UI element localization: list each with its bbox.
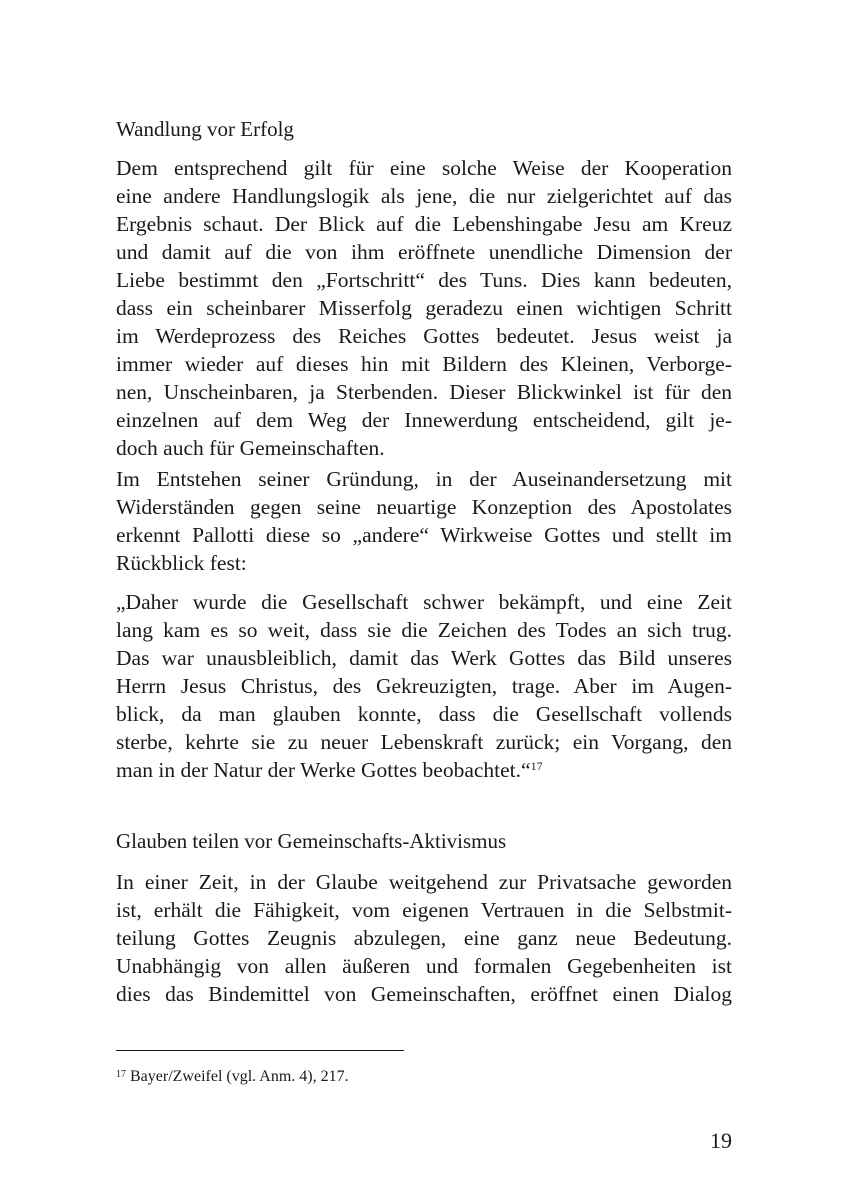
text-line: doch auch für Gemeinschaften. (116, 436, 385, 460)
text-line: Das war unausbleiblich, damit das Werk Gottes das Bild unseres (116, 646, 732, 670)
text-line: und damit auf die von ihm eröffnete unendliche Dimension der (116, 240, 732, 264)
page-number: 19 (710, 1128, 732, 1153)
text-line: ist, erhält die Fähigkeit, vom eigenen Vertrauen in die Selbstmit- (116, 898, 732, 922)
text-line: dass ein scheinbarer Misserfolg geradezu einen wichtigen Schritt (116, 296, 732, 320)
text-line: nen, Unscheinbaren, ja Sterbenden. Dieser Blickwinkel ist für den (116, 380, 732, 404)
text-line: immer wieder auf dieses hin mit Bildern des Kleinen, Verborge- (116, 352, 732, 376)
text-line: Rückblick fest: (116, 551, 247, 575)
footnote-reference[interactable]: 17 (530, 759, 543, 773)
footnote-divider (116, 1050, 404, 1051)
text-line: In einer Zeit, in der Glaube weitgehend zur Privatsache geworden (116, 870, 732, 894)
text-line: „Daher wurde die Gesellschaft schwer bekämpft, und eine Zeit (116, 590, 732, 614)
text-line: Ergebnis schaut. Der Blick auf die Lebenshingabe Jesu am Kreuz (116, 212, 732, 236)
text-line: sterbe, kehrte sie zu neuer Lebenskraft zurück; ein Vorgang, den (116, 730, 732, 754)
text-line: im Werdeprozess des Reiches Gottes bedeutet. Jesus weist ja (116, 324, 732, 348)
text-line: dies das Bindemittel von Gemeinschaften, eröffnet einen Dialog (116, 982, 732, 1006)
text-line: Unabhängig von allen äußeren und formalen Gegebenheiten ist (116, 954, 732, 978)
text-line: einzelnen auf dem Weg der Innewerdung entscheidend, gilt je- (116, 408, 732, 432)
quote-last-line-text: man in der Natur der Werke Gottes beobachtet.“ (116, 758, 531, 782)
text-line: lang kam es so weit, dass sie die Zeichen des Todes an sich trug. (116, 618, 732, 642)
footnote-number: 17 (116, 1069, 126, 1080)
quotation-paragraph (116, 588, 732, 784)
text-line: teilung Gottes Zeugnis abzulegen, eine ganz neue Bedeutung. (116, 926, 732, 950)
text-line (116, 756, 732, 784)
text-line: erkennt Pallotti diese so „andere“ Wirkweise Gottes und stellt im (116, 523, 732, 547)
text-line: blick, da man glauben konnte, dass die Gesellschaft vollends (116, 702, 732, 726)
footnote (116, 1066, 349, 1088)
text-line: Widerständen gegen seine neuartige Konzeption des Apostolates (116, 495, 732, 519)
footnote-text: Bayer/Zweifel (vgl. Anm. 4), 217. (130, 1068, 349, 1085)
text-line: Herrn Jesus Christus, des Gekreuzigten, trage. Aber im Augen- (116, 674, 732, 698)
paragraph (116, 154, 732, 462)
paragraph (116, 868, 732, 1008)
text-line: Dem entsprechend gilt für eine solche Weise der Kooperation (116, 156, 732, 180)
section-heading-glauben-teilen: Glauben teilen vor Gemeinschafts-Aktivismus (116, 829, 507, 853)
text-line: eine andere Handlungslogik als jene, die nur zielgerichtet auf das (116, 184, 732, 208)
text-line: Im Entstehen seiner Gründung, in der Auseinandersetzung mit (116, 467, 732, 491)
section-heading-wandlung: Wandlung vor Erfolg (116, 117, 294, 141)
paragraph (116, 465, 732, 577)
text-line: Liebe bestimmt den „Fortschritt“ des Tuns. Dies kann bedeuten, (116, 268, 732, 292)
